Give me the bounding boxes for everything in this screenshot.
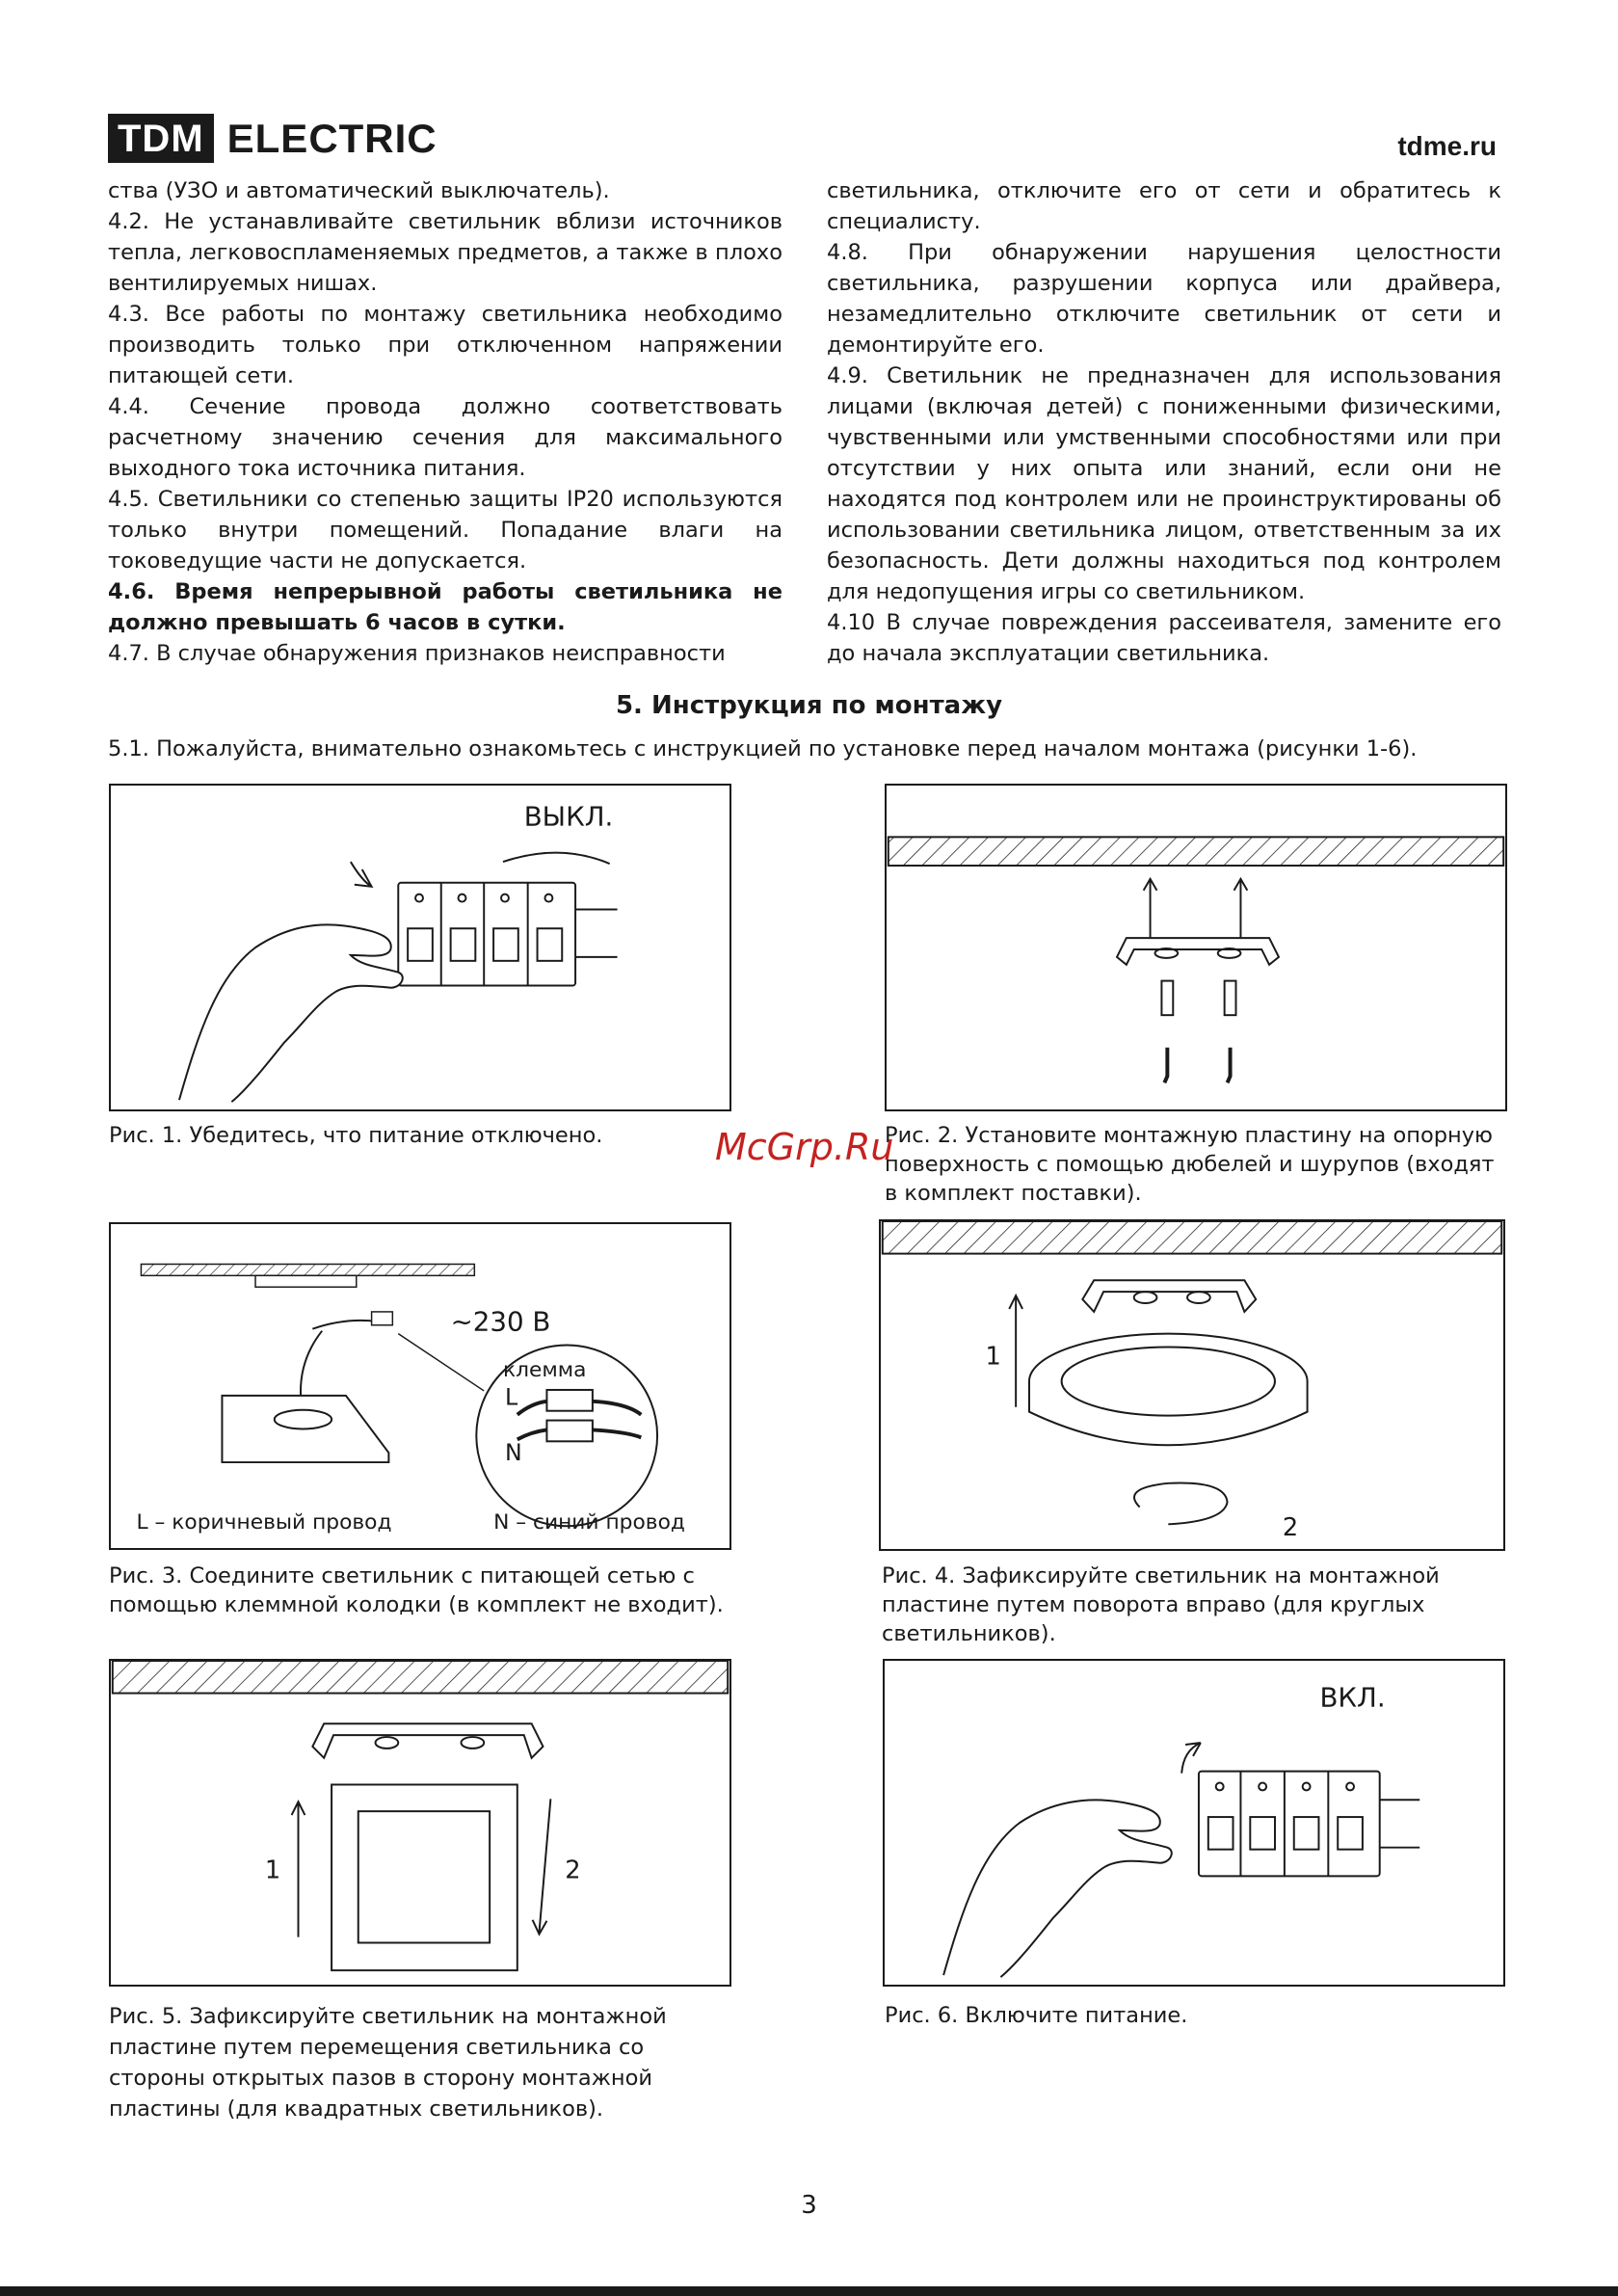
rotate-arrow-icon (1134, 1482, 1228, 1524)
terminal-label: клемма (502, 1358, 587, 1383)
section-title: 5. Инструкция по монтажу (615, 691, 1003, 720)
dowel-icon (1225, 981, 1236, 1016)
paragraph: 4.4. Сечение провода должно соответствовать расчетному значению сечения для максимального выходного тока источника питания. (108, 394, 782, 481)
logo-tdm: TDM (108, 114, 214, 163)
site-url[interactable]: tdme.ru (1397, 131, 1497, 161)
right-column (827, 175, 1501, 669)
figure-5 (109, 1659, 731, 1987)
mounting-plate-icon (312, 1723, 543, 1758)
paragraph: ства (УЗО и автоматический выключатель). (108, 178, 610, 203)
logo-electric: ELECTRIC (226, 115, 438, 161)
paragraph: 4.7. В случае обнаружения признаков неисправности (108, 641, 726, 666)
l-label: L (504, 1383, 518, 1411)
figure-2 (885, 784, 1507, 1111)
fig5-caption: Рис. 5. Зафиксируйте светильник на монтажной пластине путем перемещения светильника со стороны открытых пазов в сторону монтажной пластины (для квадратных светильников). (109, 2004, 667, 2122)
screw-icon (1164, 1048, 1167, 1083)
figure-3 (109, 1222, 731, 1550)
watermark: McGrp.Ru (715, 1126, 894, 1168)
intro-text: 5.1. Пожалуйста, внимательно ознакомьтесь с инструкцией по установке перед началом монтажа (рисунки 1-6). (108, 736, 1418, 761)
fig1-caption: Рис. 1. Убедитесь, что питание отключено. (109, 1123, 603, 1148)
figure-2-drawing (887, 786, 1505, 1109)
bottom-bar (0, 2286, 1618, 2296)
step-2-label: 2 (565, 1855, 581, 1885)
figure-3-drawing (111, 1224, 729, 1548)
breaker-icon (398, 883, 617, 986)
paragraph-bold: 4.6. Время непрерывной работы светильника не должно превышать 6 часов в сутки. (108, 579, 782, 635)
fig6-caption: Рис. 6. Включите питание. (885, 2003, 1188, 2028)
step-2-label: 2 (1282, 1513, 1299, 1543)
voltage-label: ~230 В (450, 1305, 551, 1338)
terminal-block-icon (546, 1390, 592, 1411)
figure-4 (879, 1219, 1505, 1551)
paragraph: 4.5. Светильники со степенью защиты IP20 используются только внутри помещений. Попадание влаги на токоведущие части не допускается. (108, 487, 782, 574)
fig6-label: ВКЛ. (1319, 1681, 1386, 1714)
paragraph: 4.10 В случае повреждения рассеивателя, замените его до начала эксплуатации светильника. (827, 610, 1501, 666)
paragraph: светильника, отключите его от сети и обратитесь к специалисту. (827, 178, 1501, 234)
legend-n: N – синий провод (493, 1510, 685, 1535)
arrow-down-icon (351, 862, 372, 887)
fig4-caption: Рис. 4. Зафиксируйте светильник на монтажной пластине путем поворота вправо (для круглых светильников). (882, 1563, 1440, 1646)
step-1-label: 1 (985, 1342, 1001, 1372)
legend-l: L – коричневый провод (136, 1510, 392, 1535)
fig2-caption: Рис. 2. Установите монтажную пластину на опорную поверхность с помощью дюбелей и шурупов (входят в комплект поставки). (885, 1123, 1495, 1206)
step-1-label: 1 (264, 1855, 281, 1885)
ceiling-hatch (889, 837, 1503, 866)
n-label: N (504, 1439, 522, 1467)
breaker-icon (1199, 1772, 1419, 1877)
dowel-icon (1161, 981, 1173, 1016)
left-column (108, 175, 782, 669)
mounting-plate-icon (1082, 1280, 1256, 1312)
paragraph: 4.8. При обнаружении нарушения целостности светильника, разрушении корпуса или драйвера, незамедлительно отключите светильник от сети и демонтируйте его. (827, 240, 1501, 358)
paragraph: 4.2. Не устанавливайте светильник вблизи источников тепла, легковоспламеняемых предметов, а также в плохо вентилируемых нишах. (108, 209, 782, 296)
figure-6 (883, 1659, 1505, 1987)
hand-icon (179, 924, 403, 1102)
figure-5-drawing (111, 1661, 729, 1985)
hand-icon (943, 1800, 1172, 1977)
fig1-label: ВЫКЛ. (523, 800, 614, 833)
brand-logo (108, 114, 438, 163)
figure-1-drawing (111, 786, 729, 1109)
fig3-caption: Рис. 3. Соедините светильник с питающей сетью с помощью клеммной колодки (в комплект не входит). (109, 1563, 724, 1617)
paragraph: 4.9. Светильник не предназначен для использования лицами (включая детей) с пониженными физическими, чувственными или умственными способностями или при отсутствии у них опыта или знаний, если они не находятся под контролем или не проинструктированы об использовании светильника лицом, ответственным за их безопасность. Дети должны находиться под контролем для недопущения игры со светильником. (827, 363, 1501, 604)
figure-1 (109, 784, 731, 1111)
arrow-up-icon (1181, 1743, 1201, 1774)
screw-icon (1228, 1048, 1231, 1083)
figure-4-drawing (881, 1221, 1503, 1549)
page-number: 3 (801, 2191, 817, 2220)
figure-6-drawing (885, 1661, 1503, 1985)
mounting-plate-icon (1117, 938, 1279, 965)
paragraph: 4.3. Все работы по монтажу светильника необходимо производить только при отключенном напряжении питающей сети. (108, 302, 782, 388)
